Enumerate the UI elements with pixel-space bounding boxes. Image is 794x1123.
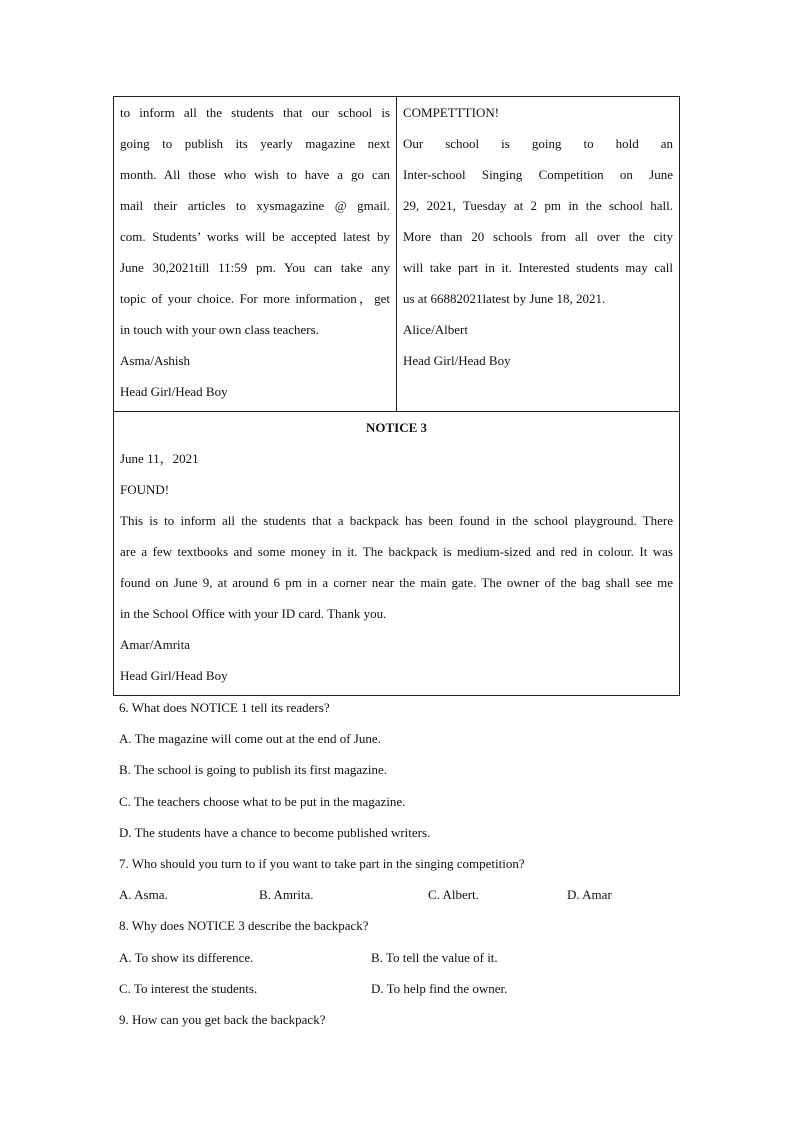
notice-1-line: topic of your choice. For more information，get xyxy=(120,291,390,306)
notice-2-role: Head Girl/Head Boy xyxy=(403,353,511,368)
question-7-options xyxy=(119,883,679,914)
notice-3-body-line: are a few textbooks and some money in it. The backpack is medium-sized and red in colour. It was xyxy=(120,544,673,559)
notice-1-role: Head Girl/Head Boy xyxy=(120,384,228,399)
question-8-option-a: A. To show its difference. xyxy=(119,949,254,965)
question-6-option-d: D. The students have a chance to become published writers. xyxy=(119,824,431,840)
notice-1-line: mail their articles to xysmagazine @ gmail. xyxy=(120,198,390,213)
question-7: 7. Who should you turn to if you want to take part in the singing competition? xyxy=(119,855,525,871)
notice-2-line: 29, 2021, Tuesday at 2 pm in the school hall. xyxy=(403,198,673,213)
question-8-option-b: B. To tell the value of it. xyxy=(371,949,498,965)
notice-3-cell xyxy=(114,412,679,695)
notice-1-signature: Asma/Ashish xyxy=(120,353,191,368)
notice-1-line: going to publish its yearly magazine next xyxy=(120,136,390,151)
notice-row-top xyxy=(114,97,679,412)
question-8: 8. Why does NOTICE 3 describe the backpack? xyxy=(119,918,369,934)
question-8-options-row-2 xyxy=(119,977,679,1008)
question-7-option-a: A. Asma. xyxy=(119,887,168,903)
question-8-option-c: C. To interest the students. xyxy=(119,980,258,996)
notice-3-role: Head Girl/Head Boy xyxy=(120,668,228,683)
notice-3-body-line: in the School Office with your ID card. Thank you. xyxy=(120,606,387,621)
notice-3-body-line: This is to inform all the students that a backpack has been found in the school playground. There xyxy=(120,513,673,528)
notice-3-body-line: found on June 9, at around 6 pm in a corner near the main gate. The owner of the bag shall see me xyxy=(120,575,673,590)
notice-2-line: More than 20 schools from all over the city xyxy=(403,229,673,244)
question-6: 6. What does NOTICE 1 tell its readers? xyxy=(119,700,330,715)
notice-table xyxy=(113,96,680,696)
notice-2-signature: Alice/Albert xyxy=(403,322,468,337)
notice-1-cell xyxy=(114,97,397,411)
notice-3-title: NOTICE 3 xyxy=(365,420,428,435)
notice-2-line: us at 66882021latest by June 18, 2021. xyxy=(403,291,606,306)
questions-section xyxy=(119,696,679,1039)
notice-3-heading: FOUND! xyxy=(120,482,170,497)
question-7-option-d: D. Amar xyxy=(567,887,612,903)
notice-2-heading: COMPETTTION! xyxy=(403,105,500,120)
notice-1-line: June 30,2021till 11:59 pm. You can take any xyxy=(120,260,390,275)
notice-2-cell xyxy=(397,97,679,411)
question-8-option-d: D. To help find the owner. xyxy=(371,980,508,996)
notice-1-line: com. Students’ works will be accepted latest by xyxy=(120,229,390,244)
question-9: 9. How can you get back the backpack? xyxy=(119,1011,326,1027)
question-6-option-b: B. The school is going to publish its first magazine. xyxy=(119,762,388,778)
notice-1-line: month. All those who wish to have a go can xyxy=(120,167,390,182)
question-7-option-c: C. Albert. xyxy=(428,887,479,903)
notice-1-line: in touch with your own class teachers. xyxy=(120,322,319,337)
notice-3-signature: Amar/Amrita xyxy=(120,637,191,652)
notice-2-line: Our school is going to hold an xyxy=(403,136,673,151)
question-7-option-b: B. Amrita. xyxy=(259,887,314,903)
notice-3-date: June 11，2021 xyxy=(120,451,199,466)
question-6-option-c: C. The teachers choose what to be put in the magazine. xyxy=(119,793,406,809)
question-6-option-a: A. The magazine will come out at the end of June. xyxy=(119,731,381,747)
notice-1-line: to inform all the students that our school is xyxy=(120,105,390,120)
question-8-options-row-1 xyxy=(119,946,679,977)
notice-2-line: will take part in it. Interested students may call xyxy=(403,260,673,275)
notice-2-line: Inter-school Singing Competition on June xyxy=(403,167,673,182)
